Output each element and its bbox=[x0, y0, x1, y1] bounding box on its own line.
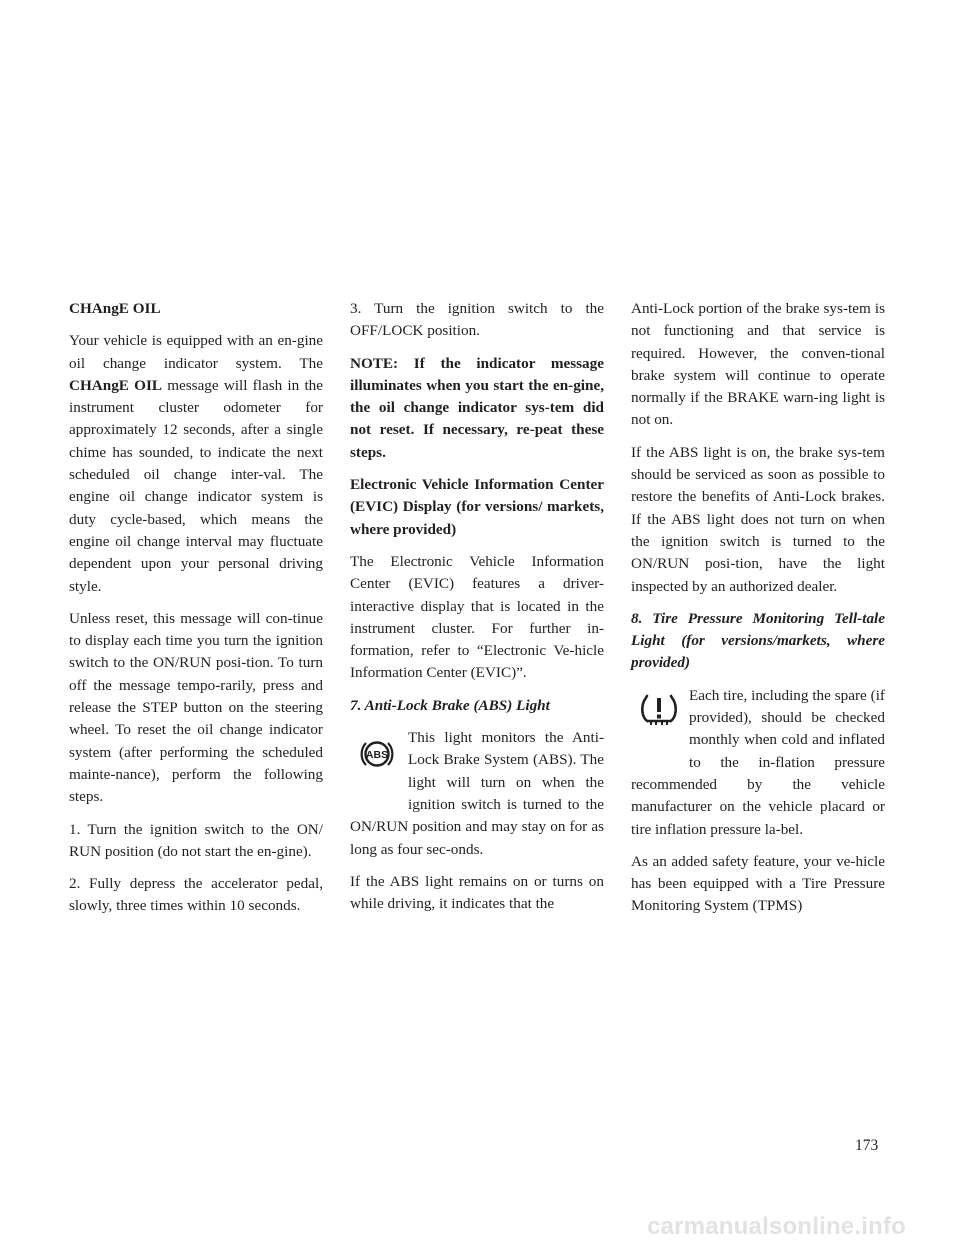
step-1: 1. Turn the ignition switch to the ON/ RUN position (do not start the en-gine). bbox=[69, 820, 323, 860]
page-number: 173 bbox=[855, 1137, 879, 1154]
evic-heading: Electronic Vehicle Information Center (EVIC) Display (for versions/ markets, where provided) bbox=[350, 476, 604, 538]
tpms-paragraph: Each tire, including the spare (if provided), should be checked monthly when cold and inflated to the in-flation pressure recommended by the vehicle manufacturer on the vehicle placard or tire inflation pressure la-bel. bbox=[631, 686, 885, 838]
column-1 bbox=[69, 298, 323, 928]
column-2 bbox=[350, 298, 604, 925]
change-oil-inline-bold: CHAngE OIL bbox=[69, 376, 162, 394]
abs-paragraph: This light monitors the Anti-Lock Brake System (ABS). The light will turn on when the ignition switch is turned to the ON/RUN position and may stay on for as long as four sec-onds. bbox=[350, 729, 604, 858]
change-oil-paragraph bbox=[69, 330, 323, 598]
tpms-paragraph-2: As an added safety feature, your ve-hicle has been equipped with a Tire Pressure Monitoring System (TPMS) bbox=[631, 852, 885, 915]
step-2: 2. Fully depress the accelerator pedal, slowly, three times within 10 seconds. bbox=[69, 875, 323, 915]
abs-heading: 7. Anti-Lock Brake (ABS) Light bbox=[350, 696, 550, 714]
evic-paragraph: The Electronic Vehicle Information Center (EVIC) features a driver-interactive display that is located in the instrument cluster. For further in-formation, refer to “Electronic Ve-hicle Information Center (EVIC)”. bbox=[350, 552, 604, 682]
step-3: 3. Turn the ignition switch to the OFF/LOCK position. bbox=[350, 300, 604, 340]
watermark-text: carmanualsonline.info bbox=[647, 1213, 906, 1240]
change-oil-text-a: Your vehicle is equipped with an en-gine oil change indicator system. The bbox=[69, 332, 323, 372]
tire-pressure-warning-icon bbox=[639, 691, 679, 729]
abs-icon-label: ABS bbox=[365, 749, 389, 762]
reset-instructions-paragraph: Unless reset, this message will con-tinue to display each time you turn the ignition switch to the ON/RUN posi-tion. To turn off the message tempo-rarily, press and release the STEP button on the steering wheel. To reset the oil change indicator system (after performing the scheduled mainte-nance), perform the following steps. bbox=[69, 609, 323, 806]
abs-service-paragraph: If the ABS light is on, the brake sys-tem should be serviced as soon as possible to restore the benefits of Anti-Lock brakes. If the ABS light does not turn on when the ignition switch is turned to the ON/RUN posi-tion, have the light inspected by an authorized dealer. bbox=[631, 443, 885, 595]
abs-continued-paragraph: Anti-Lock portion of the brake sys-tem is not functioning and that service is required. However, the conven-tional brake system will continue to operate normally if the BRAKE warn-ing light is not on. bbox=[631, 300, 885, 429]
tpms-heading: 8. Tire Pressure Monitoring Tell-tale Light (for versions/markets, where provided) bbox=[631, 609, 885, 672]
tpms-icon-container bbox=[631, 685, 683, 763]
change-oil-heading: CHAngE OIL bbox=[69, 300, 161, 317]
abs-warning-icon bbox=[360, 737, 394, 771]
change-oil-text-b: message will flash in the instrument cluster odometer for approximately 12 seconds, after a single chime has sounded, to indicate the next scheduled oil change inter-val. The engine oil change indicator system is duty cycle-based, which means the engine oil change interval may fluctuate dependent upon your personal driving style. bbox=[69, 376, 323, 595]
abs-icon-container bbox=[350, 727, 402, 805]
watermark-bar bbox=[0, 1211, 960, 1242]
abs-paragraph-2: If the ABS light remains on or turns on while driving, it indicates that the bbox=[350, 872, 604, 913]
column-3 bbox=[631, 298, 885, 928]
note-paragraph: NOTE: If the indicator message illuminates when you start the en-gine, the oil change indicator sys-tem did not reset. If necessary, re-peat these steps. bbox=[350, 354, 604, 461]
